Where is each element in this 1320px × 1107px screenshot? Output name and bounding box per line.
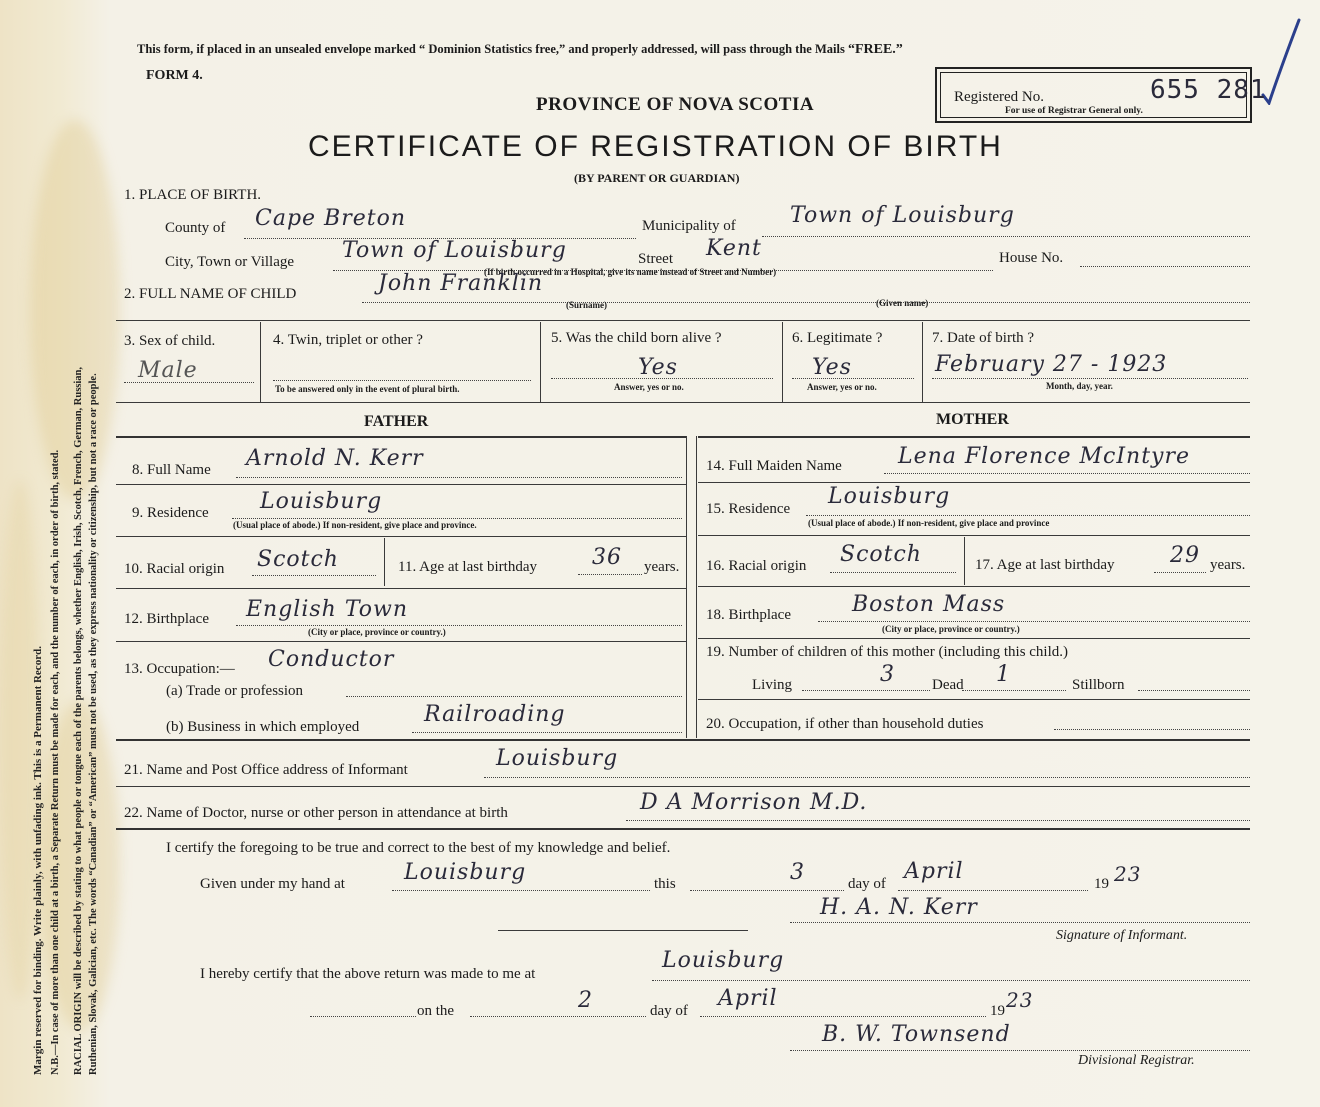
born-alive-value: Yes (638, 355, 678, 380)
born-alive-note: Answer, yes or no. (614, 382, 684, 392)
form-number: FORM 4. (146, 68, 203, 83)
informant-value: Louisburg (496, 746, 619, 771)
province-heading: PROVINCE OF NOVA SCOTIA (536, 94, 815, 115)
doctor-value: D A Morrison M.D. (640, 790, 868, 815)
certify-month-value: April (904, 859, 964, 884)
hospital-note: (If birth occurred in a Hospital, give its name instead of Street and Number) (484, 267, 777, 277)
certify-text: I certify the foregoing to be true and correct to the best of my knowledge and belief. (166, 840, 671, 856)
given-place-value: Louisburg (404, 860, 527, 885)
mother-birthplace-label: 18. Birthplace (706, 607, 791, 623)
certify-year-prefix: 19 (1094, 876, 1109, 892)
father-age-unit: years. (644, 559, 680, 575)
child-name-label: 2. FULL NAME OF CHILD (124, 286, 297, 302)
legitimate-note: Answer, yes or no. (807, 382, 877, 392)
rule (116, 402, 1250, 403)
father-name-label: 8. Full Name (132, 462, 211, 478)
informant-signature: H. A. N. Kerr (820, 895, 978, 920)
father-age-label: 11. Age at last birthday (398, 559, 537, 575)
street-label: Street (638, 251, 673, 267)
city-value: Town of Louisburg (342, 238, 567, 263)
rule (116, 320, 1250, 321)
mail-note: This form, if placed in an unsealed envelope marked “ Dominion Statistics free,” and properly addressed, will pass through the Mails “FREE.” (137, 42, 903, 57)
born-alive-label: 5. Was the child born alive ? (551, 330, 722, 346)
mother-residence-value: Louisburg (828, 484, 951, 509)
certify-day-value: 3 (790, 860, 805, 885)
certificate-title: CERTIFICATE OF REGISTRATION OF BIRTH (308, 130, 1003, 163)
surname-note: (Surname) (566, 300, 607, 310)
street-value: Kent (706, 236, 762, 261)
registrar-month-value: April (718, 986, 778, 1011)
legitimate-value: Yes (812, 355, 852, 380)
certify-year-value: 23 (1114, 862, 1142, 886)
registrar-place-value: Louisburg (662, 948, 785, 973)
mother-occupation-label: 20. Occupation, if other than household duties (706, 716, 984, 732)
registrar-text: I hereby certify that the above return was made to me at (200, 966, 536, 982)
sex-label: 3. Sex of child. (124, 333, 216, 349)
certify-dayof-label: day of (848, 876, 886, 892)
sex-value: Male (138, 358, 198, 383)
municipality-value: Town of Louisburg (790, 203, 1015, 228)
twin-label: 4. Twin, triplet or other ? (273, 332, 423, 348)
onthe-label: on the (417, 1003, 455, 1019)
father-name-value: Arnold N. Kerr (246, 446, 424, 471)
mother-residence-note: (Usual place of abode.) If non-resident, give place and province (808, 518, 1050, 528)
dead-label: Dead (932, 677, 964, 693)
informant-signature-label: Signature of Informant. (1056, 928, 1188, 943)
child-name-value: John Franklin (378, 271, 544, 296)
registered-number-box (935, 67, 1267, 123)
living-value: 3 (880, 662, 895, 687)
place-of-birth-heading: 1. PLACE OF BIRTH. (124, 187, 262, 203)
registrar-dayof-label: day of (650, 1003, 688, 1019)
registrar-year-value: 23 (1006, 988, 1034, 1012)
mother-age-label: 17. Age at last birthday (975, 557, 1115, 573)
dob-note: Month, day, year. (1046, 381, 1113, 391)
side-note-4: Ruthenian, Slovak, Galician, etc. The words “Canadian” or “American” must not be used, as they express nationality or citizenship, but not a race or people. (88, 373, 99, 1075)
father-residence-value: Louisburg (260, 489, 383, 514)
father-birthplace-label: 12. Birthplace (124, 611, 209, 627)
mother-birthplace-value: Boston Mass (852, 592, 1006, 617)
registered-value: 655 281 (1150, 75, 1267, 105)
mother-name-label: 14. Full Maiden Name (706, 458, 842, 474)
twin-note: To be answered only in the event of plural birth. (275, 384, 460, 394)
mother-name-value: Lena Florence McIntyre (898, 444, 1191, 469)
registrar-year-prefix: 19 (990, 1003, 1005, 1019)
mother-children-label: 19. Number of children of this mother (including this child.) (706, 644, 1069, 660)
father-birthplace-value: English Town (246, 597, 409, 622)
county-label: County of (165, 220, 226, 236)
father-occupation-label: 13. Occupation:— (124, 661, 235, 677)
side-note-1: Margin reserved for binding. Write plainly, with unfading ink. This is a Permanent Record. (32, 646, 44, 1075)
side-note-2: N.B.—In case of more than one child at a birth, a Separate Return must be made for each, and the number of each, in order of birth, stated. (50, 449, 61, 1075)
mother-age-unit: years. (1210, 557, 1246, 573)
registrar-signature-label: Divisional Registrar. (1078, 1053, 1195, 1068)
given-name-note: (Given name) (876, 298, 929, 308)
mother-heading: MOTHER (936, 411, 1009, 428)
registrar-note: For use of Registrar General only. (1005, 106, 1143, 116)
registrar-day-value: 2 (578, 988, 593, 1013)
father-age-value: 36 (592, 545, 622, 570)
mother-age-value: 29 (1170, 543, 1200, 568)
father-birthplace-note: (City or place, province or country.) (308, 627, 446, 637)
given-under-label: Given under my hand at (200, 876, 345, 892)
registrar-signature: B. W. Townsend (822, 1022, 1011, 1047)
registered-label: Registered No. (954, 89, 1044, 105)
trade-label: (a) Trade or profession (166, 683, 304, 699)
father-racial-label: 10. Racial origin (124, 561, 225, 577)
doctor-label: 22. Name of Doctor, nurse or other person in attendance at birth (124, 805, 508, 821)
father-residence-note: (Usual place of abode.) If non-resident, give place and province. (233, 520, 477, 530)
county-value: Cape Breton (255, 206, 407, 231)
dead-value: 1 (996, 662, 1011, 687)
this-label: this (654, 876, 676, 892)
business-label: (b) Business in which employed (166, 719, 360, 735)
house-no-label: House No. (999, 250, 1064, 266)
mother-residence-label: 15. Residence (706, 501, 791, 517)
informant-label: 21. Name and Post Office address of Informant (124, 762, 408, 778)
business-value: Railroading (424, 702, 566, 727)
municipality-label: Municipality of (642, 218, 736, 234)
stillborn-label: Stillborn (1072, 677, 1125, 693)
city-label: City, Town or Village (165, 254, 295, 270)
mother-racial-label: 16. Racial origin (706, 558, 807, 574)
living-label: Living (752, 677, 792, 693)
legitimate-label: 6. Legitimate ? (792, 330, 883, 346)
mother-birthplace-note: (City or place, province or country.) (882, 624, 1020, 634)
side-note-3: RACIAL ORIGIN will be described by stating to what people or tongue each of the parents belongs, whether English, Irish, Scotch, French, German, Russian, (73, 366, 84, 1075)
certificate-subtitle: (BY PARENT OR GUARDIAN) (574, 171, 740, 185)
father-residence-label: 9. Residence (132, 505, 209, 521)
dob-label: 7. Date of birth ? (932, 330, 1035, 346)
dob-value: February 27 - 1923 (935, 352, 1168, 377)
mother-racial-value: Scotch (840, 542, 922, 567)
father-occupation-value: Conductor (268, 647, 395, 672)
father-heading: FATHER (364, 413, 429, 430)
father-racial-value: Scotch (257, 547, 339, 572)
